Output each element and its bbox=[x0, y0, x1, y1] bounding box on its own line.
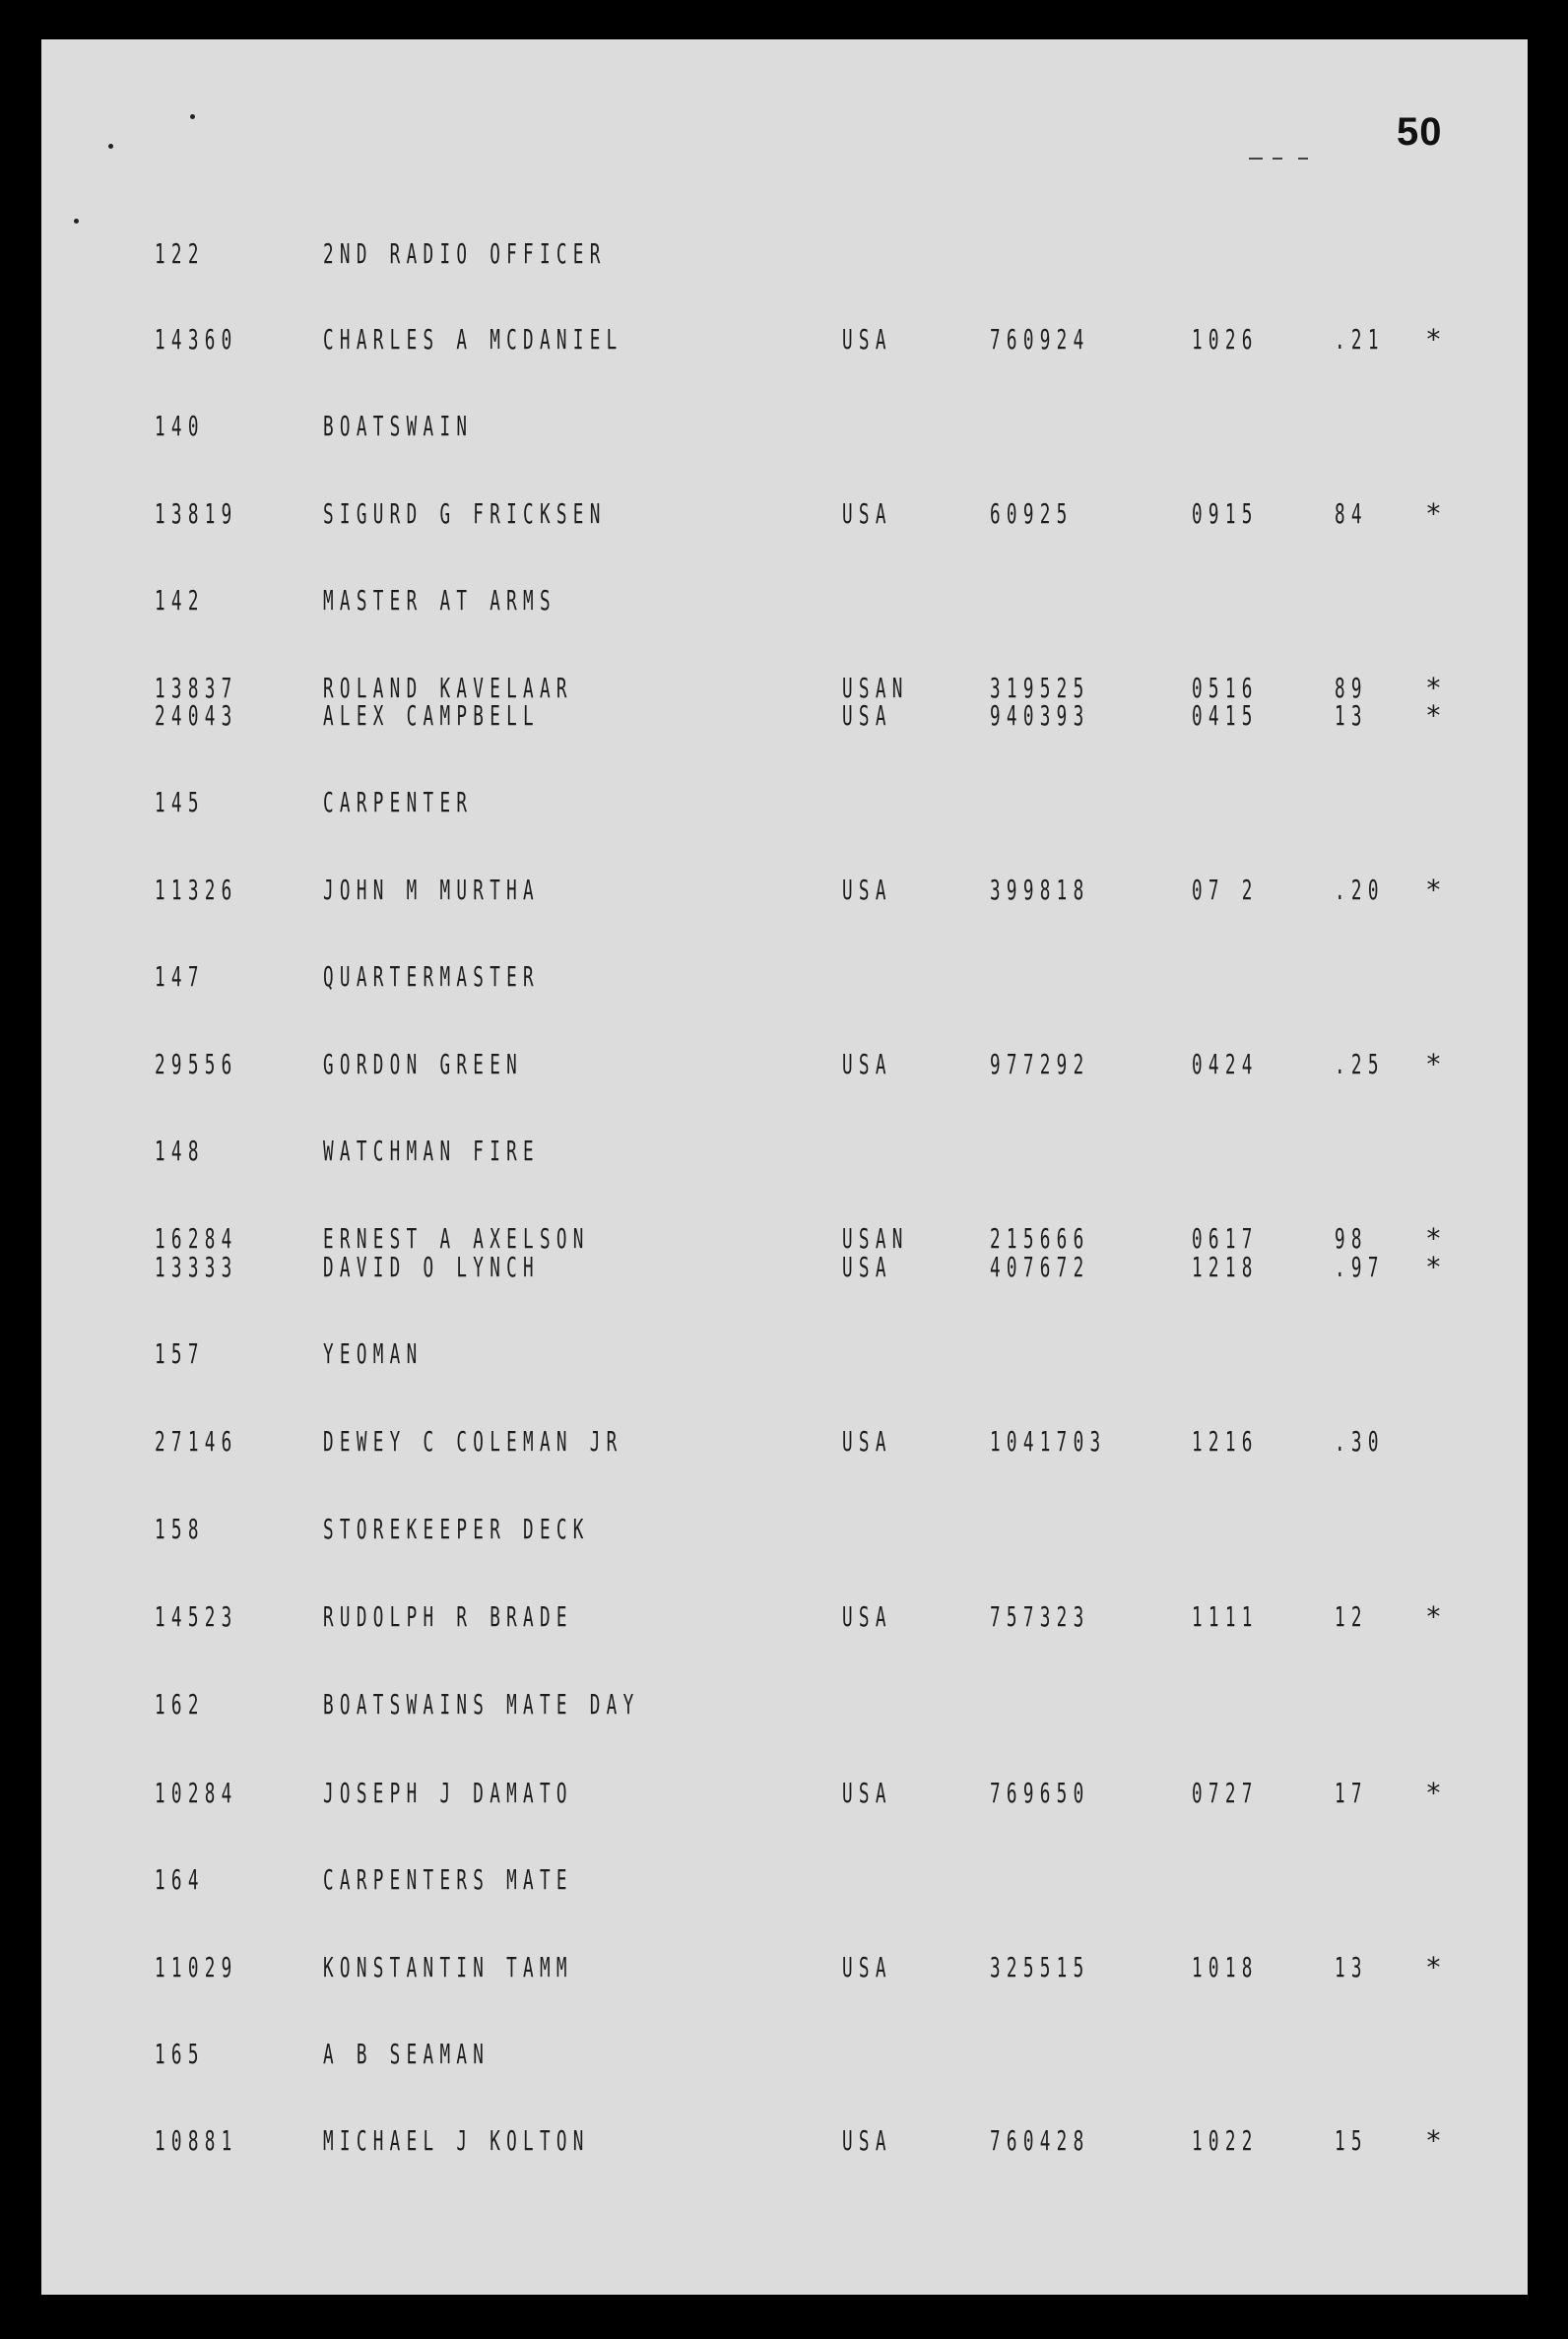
date-code: 0516 bbox=[1192, 672, 1259, 704]
crew-entry bbox=[0, 701, 1568, 731]
id-number: 215666 bbox=[990, 1222, 1090, 1255]
crew-code: 13333 bbox=[155, 1251, 238, 1283]
value: 98 bbox=[1335, 1222, 1368, 1255]
crew-entry bbox=[0, 325, 1568, 355]
crew-name: MICHAEL J KOLTON bbox=[323, 2124, 590, 2157]
crew-name: DAVID O LYNCH bbox=[323, 1251, 540, 1283]
value: .25 bbox=[1335, 1048, 1385, 1080]
crew-code: 13837 bbox=[155, 672, 238, 704]
position-heading bbox=[0, 2040, 1568, 2069]
asterisk-mark: * bbox=[1425, 874, 1442, 906]
id-number: 399818 bbox=[990, 874, 1090, 906]
crew-code: 16284 bbox=[155, 1222, 238, 1255]
asterisk-mark: * bbox=[1425, 672, 1442, 704]
nationality: USA bbox=[842, 497, 892, 530]
position-code: 158 bbox=[155, 1513, 205, 1545]
crew-entry bbox=[0, 1602, 1568, 1632]
date-code: 1218 bbox=[1192, 1251, 1259, 1283]
crew-code: 11326 bbox=[155, 874, 238, 906]
position-code: 148 bbox=[155, 1135, 205, 1167]
position-heading bbox=[0, 239, 1568, 269]
position-code: 145 bbox=[155, 786, 205, 818]
crew-entry bbox=[0, 499, 1568, 529]
position-title: STOREKEEPER DECK bbox=[323, 1513, 590, 1545]
date-code: 1026 bbox=[1192, 323, 1259, 356]
crew-entry bbox=[0, 1050, 1568, 1079]
asterisk-mark: * bbox=[1425, 1048, 1442, 1080]
date-code: 1111 bbox=[1192, 1600, 1259, 1633]
crew-name: ERNEST A AXELSON bbox=[323, 1222, 590, 1255]
crew-code: 14523 bbox=[155, 1600, 238, 1633]
date-code: 0424 bbox=[1192, 1048, 1259, 1080]
crew-code: 24043 bbox=[155, 699, 238, 732]
id-number: 757323 bbox=[990, 1600, 1090, 1633]
crew-name: ALEX CAMPBELL bbox=[323, 699, 540, 732]
asterisk-mark: * bbox=[1425, 1222, 1442, 1255]
date-code: 1022 bbox=[1192, 2124, 1259, 2157]
id-number: 940393 bbox=[990, 699, 1090, 732]
position-title: YEOMAN bbox=[323, 1337, 424, 1370]
date-code: 1216 bbox=[1192, 1425, 1259, 1458]
asterisk-mark: * bbox=[1425, 699, 1442, 732]
date-code: 0415 bbox=[1192, 699, 1259, 732]
position-heading bbox=[0, 1339, 1568, 1369]
position-code: 165 bbox=[155, 2038, 205, 2070]
crew-name: KONSTANTIN TAMM bbox=[323, 1951, 573, 1983]
value: 89 bbox=[1335, 672, 1368, 704]
value: .20 bbox=[1335, 874, 1385, 906]
crew-entry bbox=[0, 1779, 1568, 1808]
nationality: USA bbox=[842, 1048, 892, 1080]
position-title: BOATSWAIN bbox=[323, 410, 474, 442]
nationality: USA bbox=[842, 1951, 892, 1983]
asterisk-mark: * bbox=[1425, 1251, 1442, 1283]
crew-entry bbox=[0, 1427, 1568, 1457]
position-code: 142 bbox=[155, 584, 205, 617]
crew-entry bbox=[0, 1224, 1568, 1254]
position-heading bbox=[0, 1137, 1568, 1166]
crew-code: 10284 bbox=[155, 1777, 238, 1809]
crew-code: 11029 bbox=[155, 1951, 238, 1983]
crew-name: JOHN M MURTHA bbox=[323, 874, 540, 906]
nationality: USAN bbox=[842, 1222, 909, 1255]
id-number: 319525 bbox=[990, 672, 1090, 704]
id-number: 977292 bbox=[990, 1048, 1090, 1080]
position-title: QUARTERMASTER bbox=[323, 960, 540, 993]
value: .21 bbox=[1335, 323, 1385, 356]
position-heading bbox=[0, 1690, 1568, 1720]
date-code: 0727 bbox=[1192, 1777, 1259, 1809]
page-number: 50 bbox=[1397, 110, 1443, 154]
crew-code: 29556 bbox=[155, 1048, 238, 1080]
nationality: USAN bbox=[842, 672, 909, 704]
crew-name: DEWEY C COLEMAN JR bbox=[323, 1425, 623, 1458]
position-code: 122 bbox=[155, 237, 205, 270]
crew-entry bbox=[0, 1253, 1568, 1282]
position-title: MASTER AT ARMS bbox=[323, 584, 556, 617]
position-title: WATCHMAN FIRE bbox=[323, 1135, 540, 1167]
id-number: 60925 bbox=[990, 497, 1074, 530]
nationality: USA bbox=[842, 874, 892, 906]
crew-name: RUDOLPH R BRADE bbox=[323, 1600, 573, 1633]
value: 15 bbox=[1335, 2124, 1368, 2157]
position-title: BOATSWAINS MATE DAY bbox=[323, 1688, 640, 1721]
date-code: 0915 bbox=[1192, 497, 1259, 530]
date-code: 0617 bbox=[1192, 1222, 1259, 1255]
position-code: 140 bbox=[155, 410, 205, 442]
id-number: 760428 bbox=[990, 2124, 1090, 2157]
asterisk-mark: * bbox=[1425, 1951, 1442, 1983]
value: 13 bbox=[1335, 1951, 1368, 1983]
date-code: 1018 bbox=[1192, 1951, 1259, 1983]
nationality: USA bbox=[842, 1600, 892, 1633]
date-code: 07 2 bbox=[1192, 874, 1259, 906]
nationality: USA bbox=[842, 323, 892, 356]
position-title: CARPENTER bbox=[323, 786, 474, 818]
crew-code: 10881 bbox=[155, 2124, 238, 2157]
crew-entry bbox=[0, 1953, 1568, 1982]
asterisk-mark: * bbox=[1425, 497, 1442, 530]
value: 12 bbox=[1335, 1600, 1368, 1633]
nationality: USA bbox=[842, 699, 892, 732]
value: .30 bbox=[1335, 1425, 1385, 1458]
position-title: CARPENTERS MATE bbox=[323, 1863, 573, 1896]
id-number: 769650 bbox=[990, 1777, 1090, 1809]
position-code: 164 bbox=[155, 1863, 205, 1896]
crew-entry bbox=[0, 876, 1568, 905]
nationality: USA bbox=[842, 1251, 892, 1283]
crew-name: ROLAND KAVELAAR bbox=[323, 672, 573, 704]
value: .97 bbox=[1335, 1251, 1385, 1283]
asterisk-mark: * bbox=[1425, 323, 1442, 356]
crew-code: 27146 bbox=[155, 1425, 238, 1458]
asterisk-mark: * bbox=[1425, 2124, 1442, 2157]
position-heading bbox=[0, 962, 1568, 992]
crew-name: SIGURD G FRICKSEN bbox=[323, 497, 607, 530]
position-code: 157 bbox=[155, 1337, 205, 1370]
value: 13 bbox=[1335, 699, 1368, 732]
nationality: USA bbox=[842, 2124, 892, 2157]
id-number: 1041703 bbox=[990, 1425, 1107, 1458]
position-heading bbox=[0, 412, 1568, 441]
position-code: 147 bbox=[155, 960, 205, 993]
position-title: 2ND RADIO OFFICER bbox=[323, 237, 607, 270]
position-title: A B SEAMAN bbox=[323, 2038, 490, 2070]
crew-code: 13819 bbox=[155, 497, 238, 530]
crew-name: CHARLES A MCDANIEL bbox=[323, 323, 623, 356]
position-heading bbox=[0, 1865, 1568, 1895]
crew-name: JOSEPH J DAMATO bbox=[323, 1777, 573, 1809]
position-heading bbox=[0, 788, 1568, 817]
nationality: USA bbox=[842, 1425, 892, 1458]
id-number: 325515 bbox=[990, 1951, 1090, 1983]
asterisk-mark: * bbox=[1425, 1777, 1442, 1809]
crew-code: 14360 bbox=[155, 323, 238, 356]
id-number: 407672 bbox=[990, 1251, 1090, 1283]
position-heading bbox=[0, 586, 1568, 616]
position-heading bbox=[0, 1515, 1568, 1544]
value: 17 bbox=[1335, 1777, 1368, 1809]
asterisk-mark: * bbox=[1425, 1600, 1442, 1633]
value: 84 bbox=[1335, 497, 1368, 530]
position-code: 162 bbox=[155, 1688, 205, 1721]
id-number: 760924 bbox=[990, 323, 1090, 356]
nationality: USA bbox=[842, 1777, 892, 1809]
crew-name: GORDON GREEN bbox=[323, 1048, 524, 1080]
crew-entry bbox=[0, 2126, 1568, 2156]
